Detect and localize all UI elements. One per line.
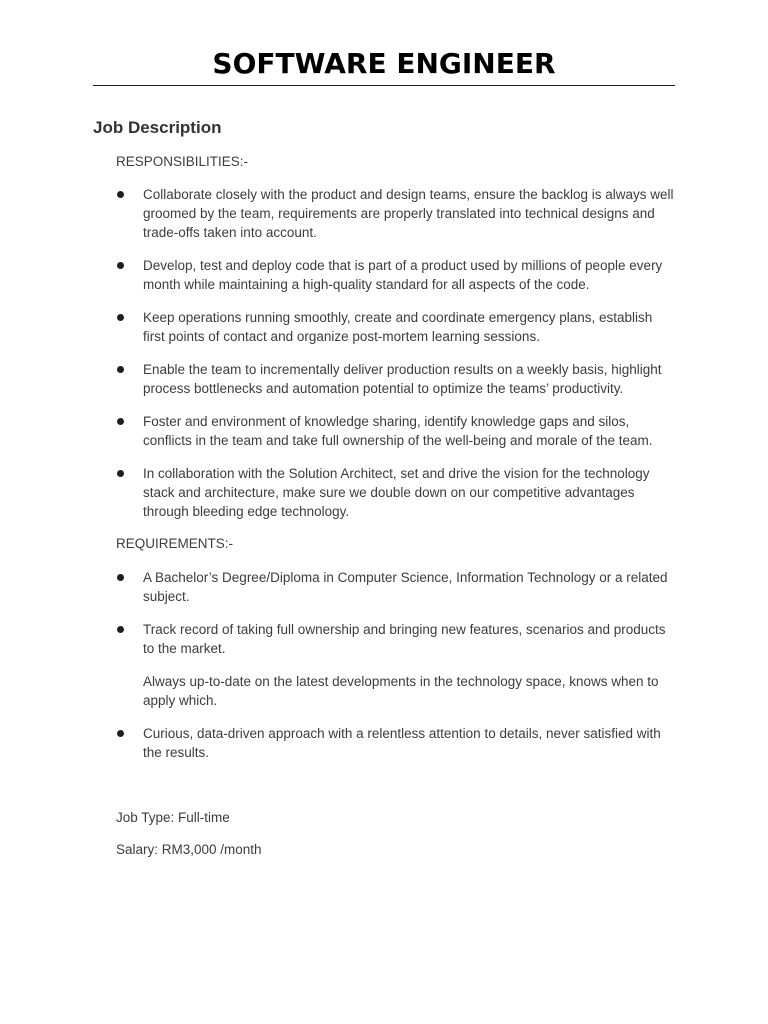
list-item-text: In collaboration with the Solution Architect, set and drive the vision for the technology stack and architecture, make sure we double down on our competitive advantages through bleeding edge technology. <box>143 466 650 519</box>
bullet-icon <box>117 574 124 581</box>
bullet-icon <box>117 314 124 321</box>
list-item <box>116 620 676 658</box>
document-title: SOFTWARE ENGINEER <box>212 47 556 80</box>
job-type: Job Type: Full-time <box>116 810 230 825</box>
list-item-text: Develop, test and deploy code that is part of a product used by millions of people every month while maintaining a high-quality standard for all aspects of the code. <box>143 258 663 292</box>
bullet-icon <box>117 470 124 477</box>
list-item-text: Keep operations running smoothly, create and coordinate emergency plans, establish first points of contact and organize post-mortem learning sessions. <box>143 310 653 344</box>
list-item <box>116 412 676 450</box>
bullet-icon <box>117 626 124 633</box>
requirements-label: REQUIREMENTS:- <box>116 536 234 551</box>
list-item-text: Enable the team to incrementally deliver production results on a weekly basis, highlight process bottlenecks and automation potential to optimize the teams’ productivity. <box>143 362 662 396</box>
list-item-text: Collaborate closely with the product and design teams, ensure the backlog is always well groomed by the team, requirements are properly translated into technical designs and trade-offs taken into account. <box>143 187 674 240</box>
list-item-text: Curious, data-driven approach with a relentless attention to details, never satisfied with the results. <box>143 726 661 760</box>
list-item-text: Foster and environment of knowledge sharing, identify knowledge gaps and silos, conflicts in the team and take full ownership of the well-being and morale of the team. <box>143 414 653 448</box>
list-item <box>116 185 676 242</box>
responsibilities-list <box>116 185 676 521</box>
list-item-text: Track record of taking full ownership and bringing new features, scenarios and products to the market. <box>143 622 666 656</box>
title-divider <box>93 85 675 86</box>
list-item <box>116 464 676 521</box>
list-item-text: A Bachelor’s Degree/Diploma in Computer Science, Information Technology or a related subject. <box>143 570 668 604</box>
bullet-icon <box>117 262 124 269</box>
requirements-list <box>116 568 676 658</box>
bullet-icon <box>117 191 124 198</box>
list-item <box>116 568 676 606</box>
job-description-body <box>116 152 676 859</box>
list-item <box>116 256 676 294</box>
list-item <box>116 724 676 762</box>
list-item <box>116 360 676 398</box>
bullet-icon <box>117 366 124 373</box>
requirements-list-continued <box>116 724 676 762</box>
bullet-icon <box>117 730 124 737</box>
responsibilities-label: RESPONSIBILITIES:- <box>116 154 249 169</box>
section-heading: Job Description <box>93 118 222 137</box>
list-item <box>116 308 676 346</box>
requirements-note: Always up-to-date on the latest developments in the technology space, knows when to apply which. <box>143 674 659 708</box>
bullet-icon <box>117 418 124 425</box>
salary: Salary: RM3,000 /month <box>116 842 262 857</box>
